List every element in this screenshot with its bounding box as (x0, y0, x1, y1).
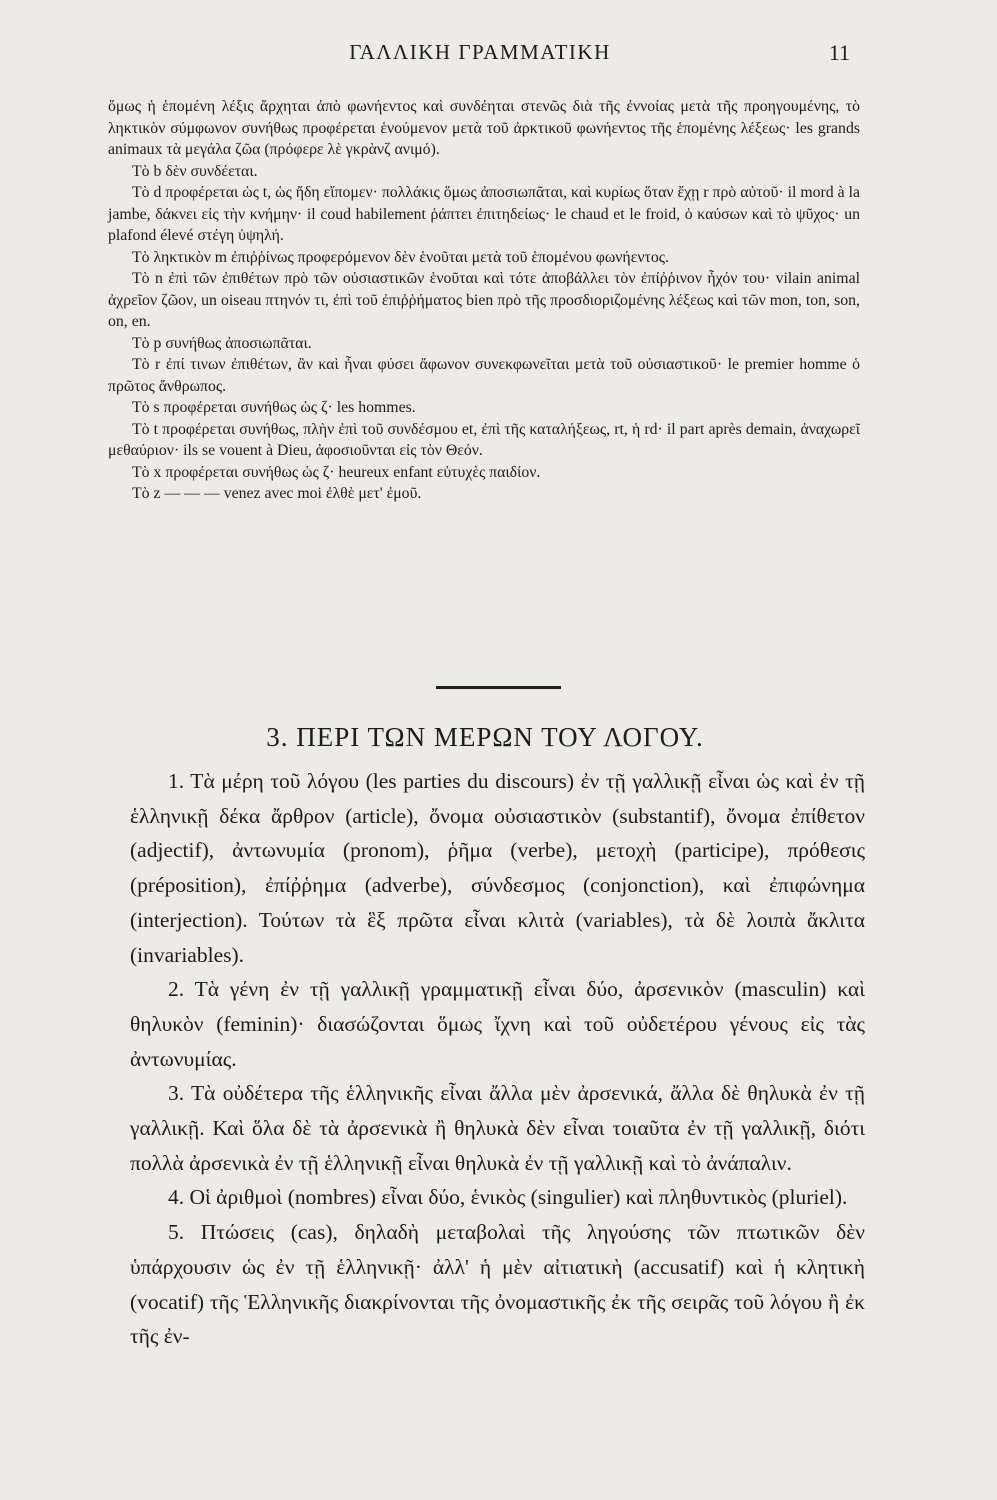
paragraph: 2. Τὰ γένη ἐν τῇ γαλλικῇ γραμματικῇ εἶναι δύο, ἀρσενικὸν (masculin) καὶ θηλυκὸν (feminin)· διασώζονται ὅμως ἴχνη καὶ τοῦ οὐδετέρου γένους εἰς τὰς ἀντωνυμίας. (130, 977, 865, 1071)
paragraph: Τὸ t προφέρεται συνήθως, πλὴν ἐπὶ τοῦ συνδέσμου et, ἐπὶ τῆς καταλήξεως, rt, ἡ rd· il part après demain, ἀναχωρεῖ μεθαύριον· ils se vouent à Dieu, ἀφοσιοῦνται εἰς τὸν Θεόν. (108, 420, 860, 459)
paragraph: Τὸ ληκτικὸν m ἐπιῤῥίνως προφερόμενον δὲν ἑνοῦται μετὰ τοῦ ἑπομένου φωνήεντος. (132, 248, 669, 266)
section-divider (436, 686, 561, 689)
page-number: 11 (828, 40, 850, 65)
paragraph: Τὸ x προφέρεται συνήθως ὡς ζ· heureux enfant εὐτυχὲς παιδίον. (132, 463, 541, 481)
section-title: 3. ΠΕΡΙ ΤΩΝ ΜΕΡΩΝ ΤΟΥ ΛΟΓΟΥ. (266, 722, 704, 752)
paragraph: Τὸ r ἐπί τινων ἐπιθέτων, ἂν καὶ ἦναι φύσει ἄφωνον συνεκφωνεῖται μετὰ τοῦ οὐσιαστικοῦ· le premier homme ὁ πρῶτος ἄνθρωπος. (108, 356, 860, 395)
paragraph: ὅμως ἡ ἑπομένη λέξις ἄρχηται ἀπὸ φωνήεντος καὶ συνδέηται στενῶς διὰ τῆς ἐννοίας μετὰ τῆς προηγουμένης, τὸ ληκτικὸν σύμφωνον συνήθως προφέρεται ἑνούμενον μετὰ τοῦ ἀρκτικοῦ φωνήεντος τῆς ἑπομένης λέξεως· les grands animaux τὰ μεγάλα ζῶα (πρόφερε λὲ γκρὰνζ ανιμό). (108, 98, 860, 158)
pronunciation-notes (108, 96, 860, 505)
paragraph: 1. Τὰ μέρη τοῦ λόγου (les parties du discours) ἐν τῇ γαλλικῇ εἶναι ὡς καὶ ἐν τῇ ἑλληνικῇ δέκα ἄρθρον (article), ὄνομα οὐσιαστικὸν (substantif), ὄνομα ἐπίθετον (adjectif), ἀντωνυμία (pronom), ῥῆμα (verbe), μετοχὴ (participe), πρόθεσις (préposition), ἐπίῤῥημα (adverbe), σύνδεσμος (conjonction), καὶ ἐπιφώνημα (interjection). Τούτων τὰ ἓξ πρῶτα εἶναι κλιτὰ (variables), τὰ δὲ λοιπὰ ἄκλιτα (invariables). (130, 769, 865, 967)
paragraph: 5. Πτώσεις (cas), δηλαδὴ μεταβολαὶ τῆς ληγούσης τῶν πτωτικῶν δὲν ὑπάρχουσιν ὡς ἐν τῇ ἑλληνικῇ· ἀλλ' ἡ μὲν αἰτιατικὴ (accusatif) καὶ ἡ κλητικὴ (vocatif) τῆς Ἑλληνικῆς διακρίνονται τῆς ὀνομαστικῆς ἐκ τῆς σειρᾶς τοῦ λόγου ἢ ἐκ τῆς ἐν- (130, 1220, 865, 1349)
paragraph: Τὸ d προφέρεται ὡς t, ὡς ἤδη εἴπομεν· πολλάκις ὅμως ἀποσιωπᾶται, καὶ κυρίως ὅταν ἔχῃ r πρὸ αὐτοῦ· il mord à la jambe, δάκνει εἰς τὴν κνήμην· il coud habilement ῥάπτει ἐπιτηδείως· le chaud et le froid, ὁ καύσων καὶ τὸ ψῦχος· un plafond élevé στέγη ὑψηλή. (108, 184, 860, 244)
paragraph: 4. Οἱ ἀριθμοὶ (nombres) εἶναι δύο, ἑνικὸς (singulier) καὶ πληθυντικὸς (pluriel). (168, 1185, 848, 1210)
running-title: ΓΑΛΛΙΚΗ ΓΡΑΜΜΑΤΙΚΗ (349, 40, 611, 64)
paragraph: Τὸ b δὲν συνδέεται. (132, 162, 258, 180)
paragraph: Τὸ n ἐπὶ τῶν ἐπιθέτων πρὸ τῶν οὐσιαστικῶν ἑνοῦται καὶ τότε ἀποβάλλει τὸν ἐπίῤῥινον ἦχόν του· vilain animal ἀχρεῖον ζῶον, un oiseau πτηνόν τι, ἐπὶ τοῦ ἐπιῤῥήματος bien πρὸ τῆς προσδιοριζομένης λέξεως καὶ τῶν mon, ton, son, on, en. (108, 270, 860, 330)
page-header (110, 40, 850, 76)
paragraph: Τὸ p συνήθως ἀποσιωπᾶται. (132, 334, 312, 352)
paragraph: Τὸ z — — — venez avec moi ἐλθὲ μετ' ἐμοῦ. (132, 485, 422, 502)
section-body (130, 764, 865, 1354)
paragraph: Τὸ s προφέρεται συνήθως ὡς ζ· les hommes. (132, 399, 416, 416)
paragraph: 3. Τὰ οὐδέτερα τῆς ἑλληνικῆς εἶναι ἄλλα μὲν ἀρσενικά, ἄλλα δὲ θηλυκὰ ἐν τῇ γαλλικῇ. Καὶ ὅλα δὲ τὰ ἀρσενικὰ ἢ θηλυκὰ δὲν εἶναι τοιαῦτα ἐν τῇ γαλλικῇ, διότι πολλὰ ἀρσενικὰ ἐν τῇ ἑλληνικῇ εἶναι θηλυκὰ ἐν τῇ γαλλικῇ καὶ τὸ ἀνάπαλιν. (130, 1081, 865, 1175)
